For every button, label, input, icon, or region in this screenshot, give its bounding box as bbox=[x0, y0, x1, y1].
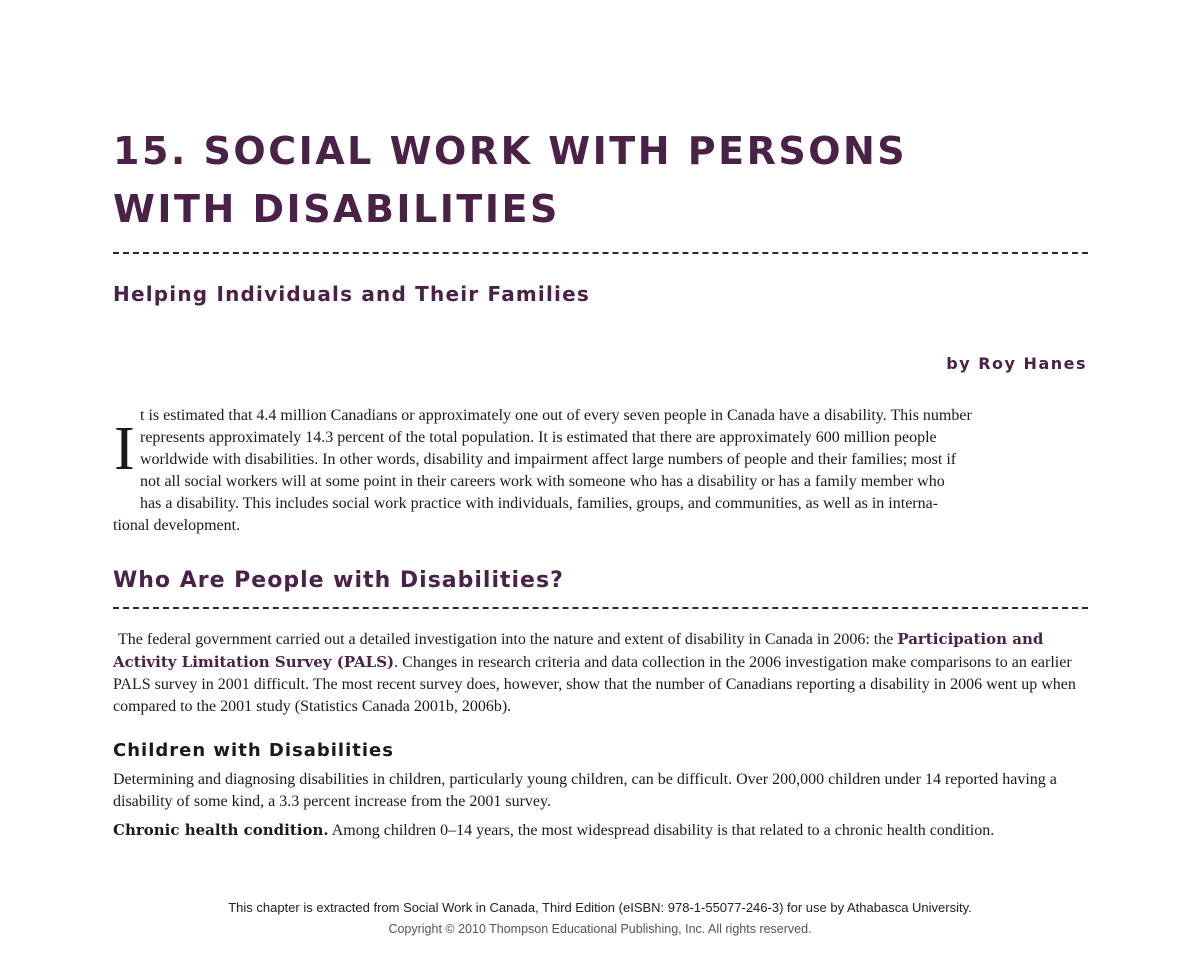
run-in-heading: Chronic health condition. bbox=[113, 821, 329, 839]
paragraph-text: . Changes in research criteria and data collection in the 2006 investigation make comparisons to an earlier PALS survey in 2001 difficult. The most recent survey does, however, show that the number of Canadians reporting a disability in 2006 went up when compared to the 2001 study (Statistics Canada 2001b, 2006b). bbox=[113, 654, 1076, 715]
chapter-subtitle: Helping Individuals and Their Families bbox=[113, 282, 590, 306]
chapter-title: 15. SOCIAL WORK WITH PERSONS WITH DISABILITIES bbox=[113, 129, 908, 231]
author-byline: by Roy Hanes bbox=[946, 354, 1087, 373]
section-paragraph bbox=[113, 628, 1088, 718]
subsection-heading: Children with Disabilities bbox=[113, 740, 394, 761]
paragraph-text: The federal government carried out a detailed investigation into the nature and extent of disability in Canada in 2006: the bbox=[118, 631, 898, 648]
intro-line: has a disability. This includes social work practice with individuals, families, groups, and communities, as well as in interna- bbox=[140, 495, 939, 512]
chronic-health-paragraph bbox=[113, 819, 1088, 842]
footer-copyright: Copyright © 2010 Thompson Educational Publishing, Inc. All rights reserved. bbox=[388, 922, 812, 936]
intro-line: not all social workers will at some point in their careers work with someone who has a disability or has a family member who bbox=[140, 473, 945, 490]
footer-source: This chapter is extracted from Social Work in Canada, Third Edition (eISBN: 978-1-55077-246-3) for use by Athabasca University. bbox=[228, 900, 972, 915]
intro-line: represents approximately 14.3 percent of the total population. It is estimated that there are approximately 600 million people bbox=[140, 429, 937, 446]
section-heading: Who Are People with Disabilities? bbox=[113, 568, 564, 593]
intro-line: tional development. bbox=[113, 517, 241, 534]
subsection-paragraph: Determining and diagnosing disabilities in children, particularly young children, can be difficult. Over 200,000 children under 14 reported having a disability of some kind, a 3.3 percent increase from the 2001 survey. bbox=[113, 771, 1057, 810]
paragraph-text: Among children 0–14 years, the most widespread disability is that related to a chronic health condition. bbox=[328, 822, 995, 839]
drop-cap: I bbox=[114, 415, 135, 483]
glossary-term[interactable]: Participation and Activity Limitation Survey (PALS) bbox=[113, 630, 1044, 671]
title-divider bbox=[113, 252, 1088, 254]
section-divider bbox=[113, 607, 1088, 609]
intro-line: worldwide with disabilities. In other words, disability and impairment affect large numbers of people and their families; most if bbox=[140, 451, 957, 468]
intro-line: t is estimated that 4.4 million Canadians or approximately one out of every seven people in Canada have a disability. This number bbox=[140, 407, 972, 424]
